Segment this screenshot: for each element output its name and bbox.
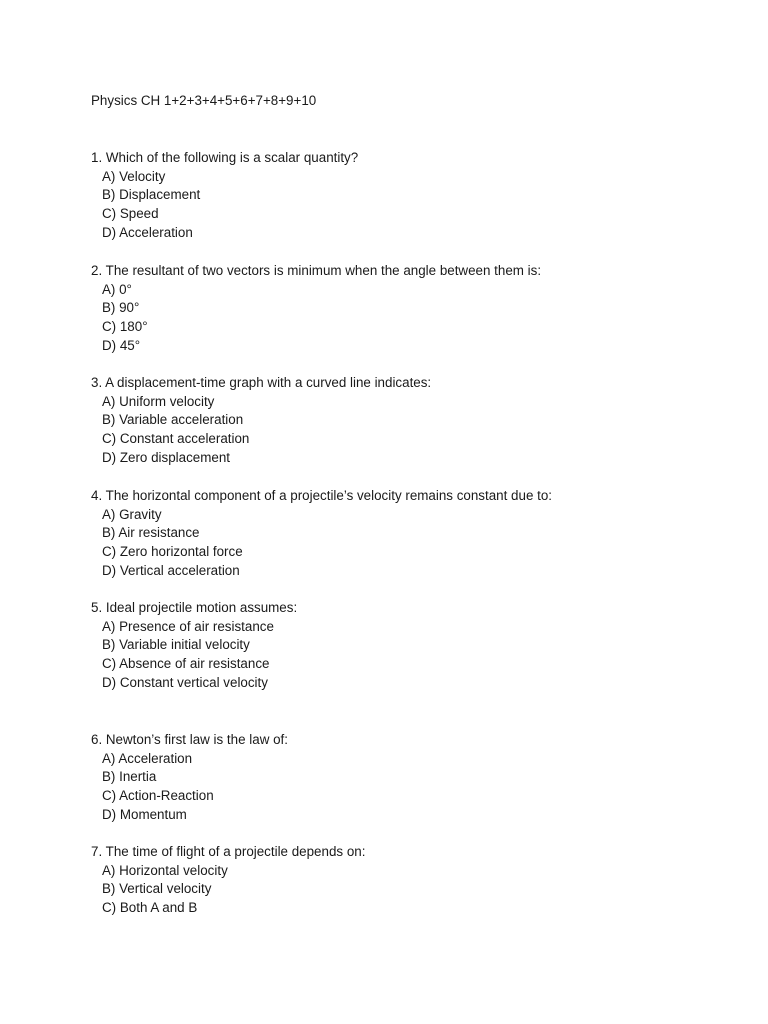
option-c: C) Both A and B: [102, 900, 198, 916]
option-d: D) 45°: [102, 337, 141, 353]
document-title: Physics CH 1+2+3+4+5+6+7+8+9+10: [91, 93, 317, 108]
option-c: C) Zero horizontal force: [102, 544, 243, 560]
option-a: A) Horizontal velocity: [102, 862, 228, 878]
option-d: D) Constant vertical velocity: [102, 674, 268, 690]
question-1: [91, 149, 358, 243]
option-b: B) Inertia: [102, 769, 157, 785]
option-d: D) Acceleration: [102, 224, 193, 240]
option-a: A) Uniform velocity: [102, 393, 215, 409]
option-list: [91, 862, 365, 918]
option-d: D) Zero displacement: [102, 449, 231, 465]
question-6: [91, 731, 288, 825]
option-b: B) 90°: [102, 300, 140, 316]
option-a: A) Velocity: [102, 168, 166, 184]
option-d: D) Vertical acceleration: [102, 562, 240, 578]
option-c: C) Action-Reaction: [102, 788, 214, 804]
option-b: B) Displacement: [102, 187, 201, 203]
question-text: 5. Ideal projectile motion assumes:: [91, 600, 298, 615]
option-a: A) Acceleration: [102, 750, 193, 766]
option-a: A) Presence of air resistance: [102, 618, 274, 634]
option-d: D) Momentum: [102, 806, 187, 822]
question-text: 2. The resultant of two vectors is minimum when the angle between them is:: [91, 263, 542, 278]
option-c: C) Absence of air resistance: [102, 656, 270, 672]
option-a: A) 0°: [102, 281, 132, 297]
option-list: [91, 618, 297, 693]
option-a: A) Gravity: [102, 506, 162, 522]
option-b: B) Variable initial velocity: [102, 637, 250, 653]
option-list: [91, 281, 541, 356]
option-list: [91, 750, 288, 825]
question-3: [91, 374, 431, 468]
question-text: 1. Which of the following is a scalar quantity?: [91, 150, 359, 165]
option-b: B) Vertical velocity: [102, 881, 212, 897]
option-b: B) Variable acceleration: [102, 412, 244, 428]
question-5: [91, 599, 297, 693]
question-4: [91, 487, 552, 581]
question-7: [91, 843, 365, 918]
option-list: [91, 506, 552, 581]
option-b: B) Air resistance: [102, 525, 200, 541]
question-text: 6. Newton’s first law is the law of:: [91, 732, 288, 747]
question-text: 4. The horizontal component of a projectile’s velocity remains constant due to:: [91, 488, 552, 503]
question-2: [91, 262, 541, 356]
option-c: C) Speed: [102, 206, 159, 222]
question-text: 3. A displacement-time graph with a curved line indicates:: [91, 375, 432, 390]
option-c: C) Constant acceleration: [102, 431, 250, 447]
option-c: C) 180°: [102, 319, 148, 335]
question-text: 7. The time of flight of a projectile depends on:: [91, 844, 366, 859]
option-list: [91, 168, 358, 243]
option-list: [91, 393, 431, 468]
